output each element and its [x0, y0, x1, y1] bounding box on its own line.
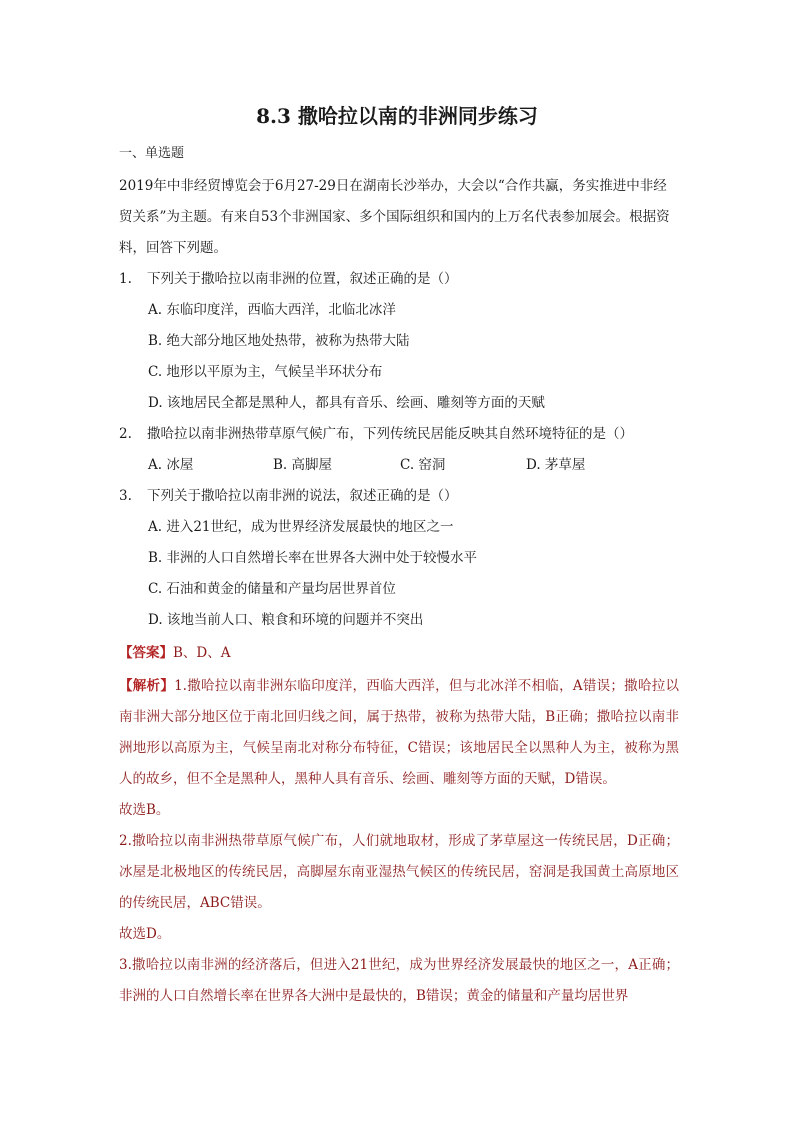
question-number: 2. [119, 426, 132, 442]
option-a: A. 东临印度洋，西临大西洋，北临北冰洋 [148, 302, 396, 318]
answer-value: B、D、A [173, 645, 231, 661]
question-3-options [148, 512, 678, 636]
answer-label: 【答案】 [119, 645, 173, 661]
option-d: D. 该地当前人口、粮食和环境的问题并不突出 [148, 612, 424, 628]
question-number: 1. [119, 271, 132, 287]
analysis-label: 【解析】 [119, 678, 175, 694]
analysis-text-1: 1.撒哈拉以南非洲东临印度洋，西临大西洋，但与北冰洋不相临，A错误；撒哈拉以南非洲大部分地区位于南北回归线之间，属于热带，被称为热带大陆，B正确；撒哈拉以南非洲地形以高原为主，气候呈南北对称分布特征，C错误；该地居民全以黑种人为主，被称为黑人的故乡，但不全是黑种人，黑种人具有音乐、绘画、雕刻等方面的天赋，D错误。 [119, 678, 679, 787]
answer-line [119, 642, 231, 664]
option-d: D. 茅草屋 [526, 457, 586, 473]
option-b: B. 非洲的人口自然增长率在世界各大洲中处于较慢水平 [148, 550, 478, 566]
analysis-conclusion-1: 故选B。 [119, 802, 170, 818]
section-heading: 一、单选题 [119, 146, 185, 161]
question-stem: 下列关于撒哈拉以南非洲的位置，叙述正确的是（） [147, 271, 458, 287]
question-1 [119, 264, 679, 295]
analysis-paragraph-3: 3.撒哈拉以南非洲的经济落后，但进入21世纪，成为世界经济发展最快的地区之一，A正确；非洲的人口自然增长率在世界各大洲中是最快的，B错误；黄金的储量和产量均居世界 [119, 957, 679, 1004]
question-number: 3. [119, 488, 132, 504]
option-a: A. 进入21世纪，成为世界经济发展最快的地区之一 [148, 519, 454, 535]
question-stem: 下列关于撒哈拉以南非洲的说法，叙述正确的是（） [147, 488, 458, 504]
option-a: A. 冰屋 [148, 457, 194, 473]
question-stem: 撒哈拉以南非洲热带草原气候广布，下列传统民居能反映其自然环境特征的是（） [147, 426, 633, 442]
option-c: C. 窑洞 [400, 457, 446, 473]
option-c: C. 地形以平原为主，气候呈半环状分布 [148, 364, 383, 380]
analysis-conclusion-2: 故选D。 [119, 926, 171, 942]
intro-paragraph: 2019年中非经贸博览会于6月27-29日在湖南长沙举办，大会以“合作共赢，务实推进中非经贸关系”为主题。有来自53个非洲国家、多个国际组织和国内的上万名代表参加展会。根据资料，回答下列题。 [119, 178, 670, 256]
question-2 [119, 419, 679, 450]
question-3 [119, 481, 679, 512]
option-b: B. 高脚屋 [273, 457, 333, 473]
analysis-paragraph-1 [119, 671, 679, 795]
analysis-paragraph-2: 2.撒哈拉以南非洲热带草原气候广布，人们就地取材，形成了茅草屋这一传统民居，D正确；冰屋是北极地区的传统民居，高脚屋东南亚湿热气候区的传统民居，窑洞是我国黄土高原地区的传统民居，ABC错误。 [119, 833, 679, 911]
option-d: D. 该地居民全都是黑种人，都具有音乐、绘画、雕刻等方面的天赋 [148, 395, 545, 411]
question-1-options [148, 295, 678, 419]
option-c: C. 石油和黄金的储量和产量均居世界首位 [148, 581, 396, 597]
page-title: 8.3 撒哈拉以南的非洲同步练习 [256, 104, 538, 128]
option-b: B. 绝大部分地区地处热带，被称为热带大陆 [148, 333, 410, 349]
